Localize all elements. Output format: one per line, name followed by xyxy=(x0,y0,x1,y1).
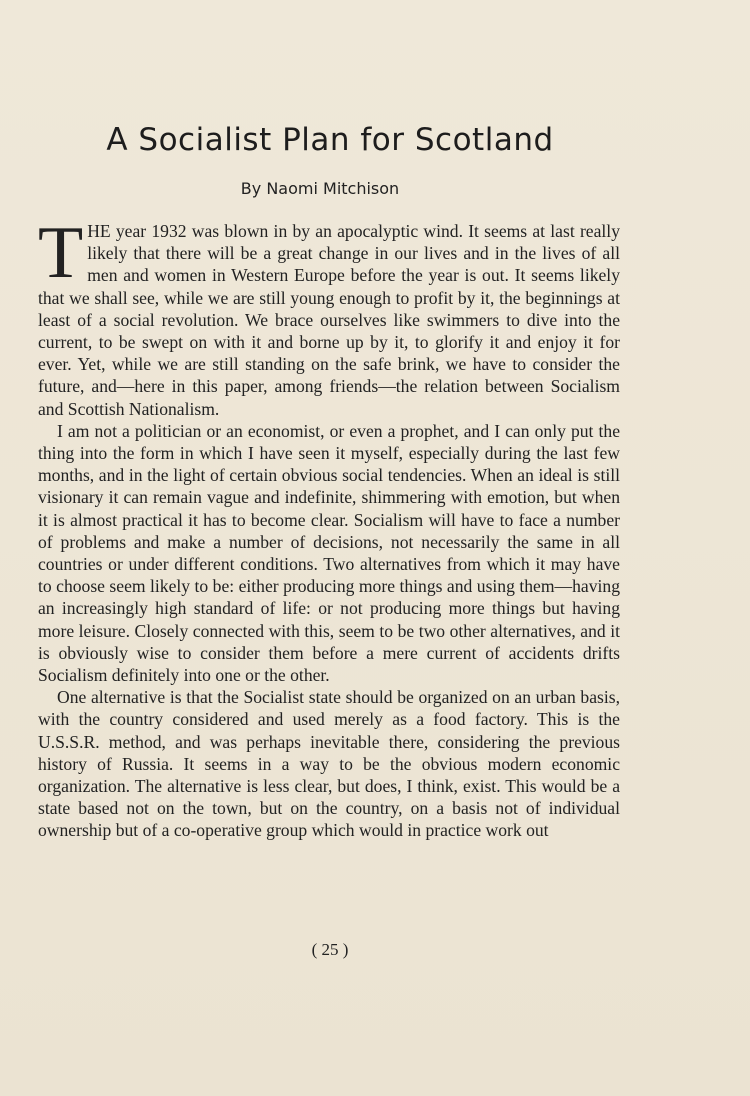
paragraph-3: One alternative is that the Socialist state should be organized on an urban basis, with the country considered and used merely as a food factory. This is the U.S.S.R. method, and was perhaps inevitable there, considering the previous history of Russia. It seems in a way to be the obvious modern economic organization. The alternative is less clear, but does, I think, exist. This would be a state based not on the town, but on the country, on a basis not of individual ownership but of a co-operative group which would in practice work out xyxy=(38,687,620,841)
article-body xyxy=(38,212,620,842)
article-title: A Socialist Plan for Scotland xyxy=(106,122,554,158)
drop-cap: T xyxy=(38,212,84,294)
paragraph-1 xyxy=(38,212,620,420)
paragraph-2: I am not a politician or an economist, or even a prophet, and I can only put the thing into the form in which I have seen it myself, especially during the last few months, and in the light of certain obvious social tendencies. When an ideal is still visionary it can remain vague and indefinite, shimmering with emotion, but when it is almost practical it has to become clear. Socialism will have to face a number of problems and make a number of decisions, not necessarily the same in all countries or under different conditions. Two alternatives from which it may have to choose seem likely to be: either producing more things and using them—having an increasingly high standard of life: or not producing more things but having more leisure. Closely connected with this, seem to be two other alternatives, and it is obviously wise to consider them before a mere current of accidents drifts Socialism definitely into one or the other. xyxy=(38,420,620,686)
paragraph-1-text: HE year 1932 was blown in by an apocalyptic wind. It seems at last really likely that there will be a great change in our lives and in the lives of all men and women in Western Europe before the year is out. It seems likely that we shall see, while we are still young enough to profit by it, the beginnings at least of a social revolution. We brace ourselves like swimmers to dive into the current, to be swept on with it and borne up by it, to glorify it and enjoy it for ever. Yet, while we are still standing on the safe brink, we have to consider the future, and—here in this paper, among friends—the relation between Socialism and Scottish Nationalism. xyxy=(38,221,620,419)
article-byline: By Naomi Mitchison xyxy=(240,179,400,198)
page-number: ( 25 ) xyxy=(311,940,349,959)
